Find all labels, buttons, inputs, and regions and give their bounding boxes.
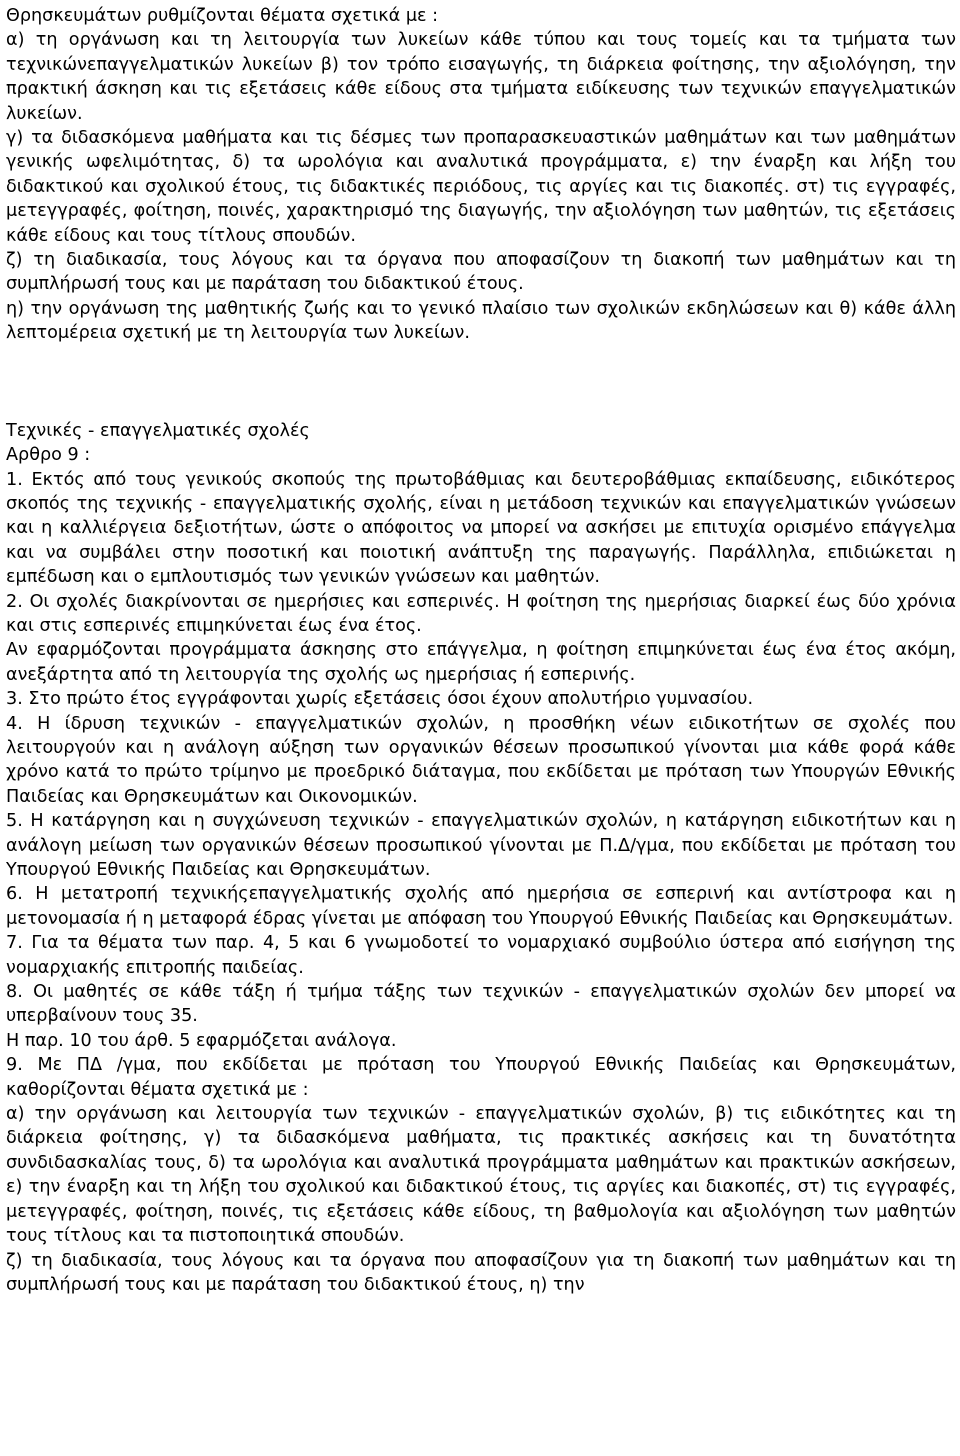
section-lyceum-regulations [6,4,956,346]
paragraph: γ) τα διδασκόμενα μαθήματα και τις δέσμες των προπαρασκευαστικών μαθημάτων και των μαθημάτων γενικής ωφελιμότητας, δ) τα ωρολόγια και αναλυτικά προγράμματα, ε) την έναρξη και λήξη του διδακτικού και σχολικού έτους, τις διδακτικές περιόδους, τις αργίες και τις διακοπές. στ) τις εγγραφές, μετεγγραφές, φοίτηση, ποινές, χαρακτηρισμό της διαγωγής, την αξιολόγηση των μαθητών, τις εξετάσεις κάθε είδους και τους τίτλους σπουδών. [6,128,956,246]
paragraph: α) την οργάνωση και λειτουργία των τεχνικών - επαγγελματικών σχολών, β) τις ειδικότητες και τη διάρκεια φοίτησης, γ) τα διδασκόμενα μαθήματα, τις πρακτικές ασκήσεις και τη δυνατότητα συνδιδασκαλίας τους, δ) τα ωρολόγια και αναλυτικά προγράμματα μαθημάτων και πρακτικών ασκήσεων, ε) την έναρξη και τη λήξη του σχολικού και διδακτικού έτους, τις αργίες και διακοπές, στ) τις εγγραφές, μετεγγραφές, φοίτηση, ποινές, τις εξετάσεις κάθε είδους, τη βαθμολογία και αξιολόγηση των μαθητών τους τίτλους και τα πιστοποιητικά σπουδών. [6,1104,956,1247]
paragraph: 4. Η ίδρυση τεχνικών - επαγγελματικών σχολών, η προσθήκη νέων ειδικοτήτων σε σχολές που λειτουργούν και η ανάλογη αύξηση των οργανικών θέσεων προσωπικού γίνονται μια κάθε φορά κάθε χρόνο κατά το πρώτο τρίμηνο με προεδρικό διάταγμα, που εκδίδεται με πρόταση των Υπουργών Εθνικής Παιδείας και Θρησκευμάτων και Οικονομικών. [6,713,956,807]
paragraph: Θρησκευμάτων ρυθμίζονται θέματα σχετικά με : [6,6,439,26]
paragraph: Αν εφαρμόζονται προγράμματα άσκησης στο επάγγελμα, η φοίτηση επιμηκύνεται έως ένα έτος ακόμη, ανεξάρτητα από τη λειτουργία της σχολής ως ημερήσιας ή εσπερινής. [6,640,956,685]
paragraph: 8. Οι μαθητές σε κάθε τάξη ή τμήμα τάξης των τεχνικών - επαγγελματικών σχολών δεν μπορεί να υπερβαίνουν τους 35. [6,982,956,1027]
paragraph: 7. Για τα θέματα των παρ. 4, 5 και 6 γνωμοδοτεί το νομαρχιακό συμβούλιο ύστερα από εισήγηση της νομαρχιακής επιτροπής παιδείας. [6,933,956,978]
article-number: Αρθρο 9 : [6,445,91,466]
paragraph: 2. Οι σχολές διακρίνονται σε ημερήσιες και εσπερινές. Η φοίτηση της ημερήσιας διαρκεί έως δύο χρόνια και στις εσπερινές επιμηκύνεται έως ένα έτος. [6,591,956,636]
paragraph: 1. Εκτός από τους γενικούς σκοπούς της πρωτοβάθμιας και δευτεροβάθμιας εκπαίδευσης, ειδικότερος σκοπός της τεχνικής - επαγγελματικής σχολής, είναι η μετάδοση τεχνικών και επαγγελματικών γνώσεων και η καλλιέργεια δεξιοτήτων, ώστε ο απόφοιτος να μπορεί να ασκήσει με επιτυχία ορισμένο επάγγελμα και να συμβάλει στην ποσοτική και ποιοτική ανάπτυξη της παραγωγής. Παράλληλα, επιδιώκεται η εμπέδωση και ο εμπλουτισμός των γενικών γνώσεων και μαθητών. [6,469,956,588]
paragraph: η) την οργάνωση της μαθητικής ζωής και το γενικό πλαίσιο των σχολικών εκδηλώσεων και θ) κάθε άλλη λεπτομέρεια σχετική με τη λειτουργία των λυκείων. [6,298,956,344]
paragraph: ζ) τη διαδικασία, τους λόγους και τα όργανα που αποφασίζουν για τη διακοπή των μαθημάτων και τη συμπλήρωσή τους και με παράταση του διδακτικού έτους, η) την [6,1250,956,1295]
section-heading: Τεχνικές - επαγγελματικές σχολές [6,420,310,441]
section-technical-schools [6,419,956,1298]
paragraph: 9. Με ΠΔ /γμα, που εκδίδεται με πρόταση του Υπουργού Εθνικής Παιδείας και Θρησκευμάτων, καθορίζονται θέματα σχετικά με : [6,1055,956,1100]
paragraph: Η παρ. 10 του άρθ. 5 εφαρμόζεται ανάλογα. [6,1030,397,1051]
paragraph: 5. Η κατάργηση και η συγχώνευση τεχνικών - επαγγελματικών σχολών, η κατάργηση ειδικοτήτων και η ανάλογη μείωση των οργανικών θέσεων προσωπικού γίνονται με Π.Δ/γμα, που εκδίδεται με πρόταση του Υπουργού Εθνικής Παιδείας και Θρησκευμάτων. [6,811,956,880]
paragraph: α) τη οργάνωση και τη λειτουργία των λυκείων κάθε τύπου και τους τομείς και τα τμήματα των τεχνικώνεπαγγελματικών λυκείων β) τον τρόπο εισαγωγής, τη διάρκεια φοίτησης, την αξιολόγηση, την πρακτική άσκηση και τις εξετάσεις κάθε είδους στα τμήματα ειδίκευσης των τεχνικών επαγγελματικών λυκείων. [6,30,956,124]
paragraph: ζ) τη διαδικασία, τους λόγους και τα όργανα που αποφασίζουν τη διακοπή των μαθημάτων και τη συμπλήρωσή τους και με παράταση του διδακτικού έτους. [6,250,956,295]
paragraph: 3. Στο πρώτο έτος εγγράφονται χωρίς εξετάσεις όσοι έχουν απολυτήριο γυμνασίου. [6,689,754,710]
section-spacer [6,346,956,419]
document-page [6,4,956,1297]
paragraph: 6. Η μετατροπή τεχνικήςεπαγγελματικής σχολής από ημερήσια σε εσπερινή και αντίστροφα και η μετονομασία ή η μεταφορά έδρας γίνεται με απόφαση του Υπουργού Εθνικής Παιδείας και Θρησκευμάτων. [6,884,956,929]
